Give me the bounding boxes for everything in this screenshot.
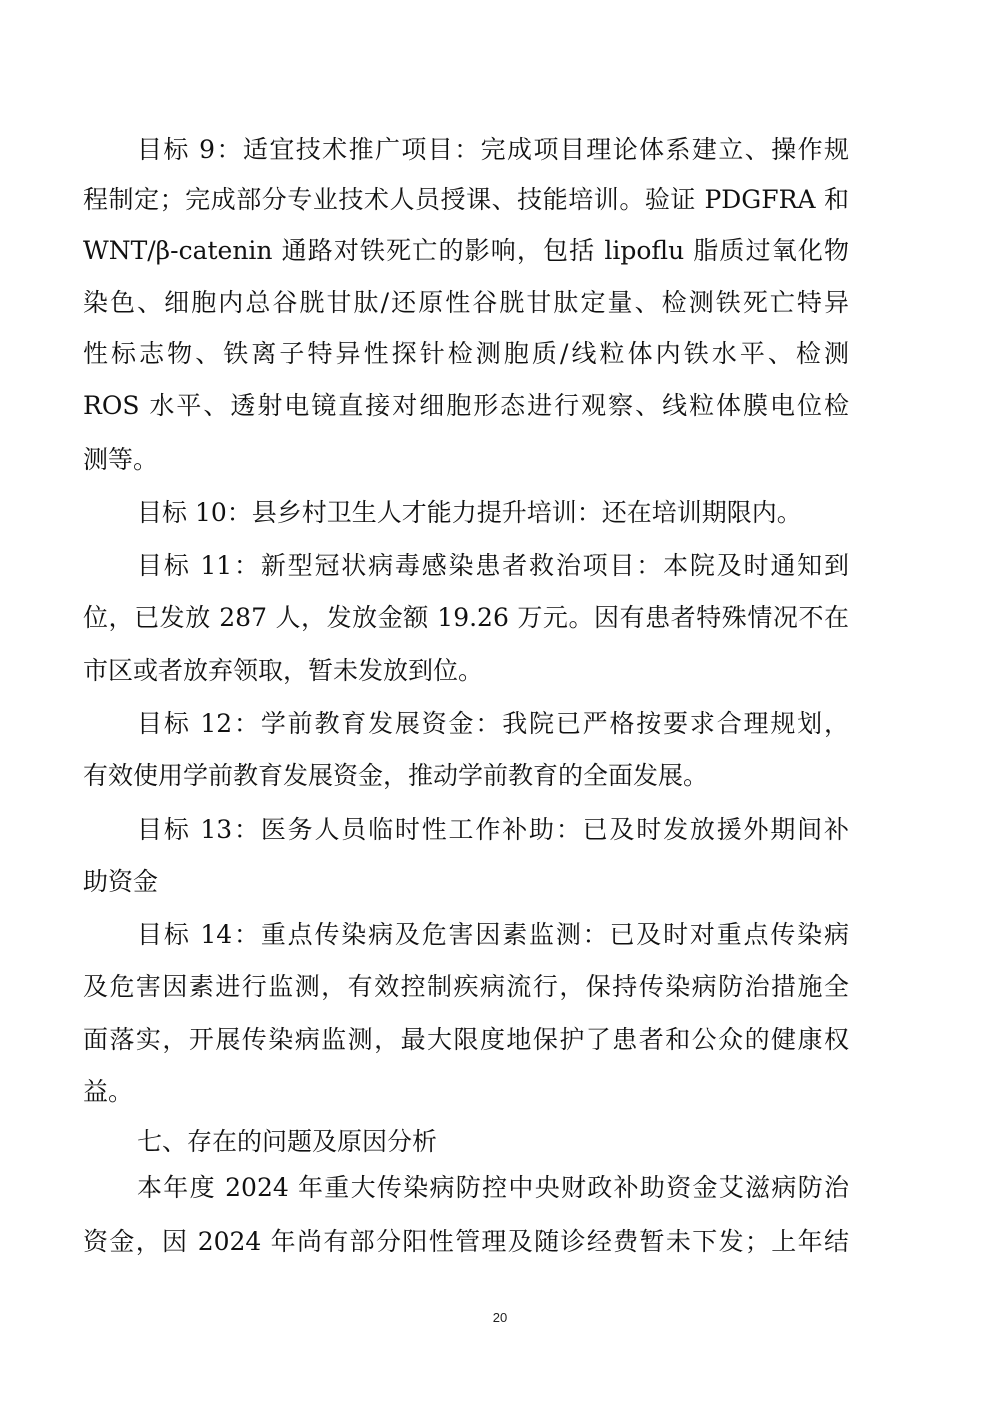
paragraph-line: 测等。 xyxy=(83,445,159,474)
paragraph-line: 程制定；完成部分专业技术人员授课、技能培训。验证 PDGFRA 和 xyxy=(83,185,849,214)
paragraph-line: 目标 11：新型冠状病毒感染患者救治项目：本院及时通知到 xyxy=(137,551,849,580)
paragraph-line: 目标 10：县乡村卫生人才能力提升培训：还在培训期限内。 xyxy=(137,498,802,527)
paragraph-line: 目标 9：适宜技术推广项目：完成项目理论体系建立、操作规 xyxy=(137,135,849,164)
paragraph-line: WNT/β-catenin 通路对铁死亡的影响，包括 lipoflu 脂质过氧化物 xyxy=(83,236,849,265)
paragraph-line: 资金，因 2024 年尚有部分阳性管理及随诊经费暂未下发；上年结 xyxy=(83,1227,849,1256)
paragraph-line: 目标 13：医务人员临时性工作补助：已及时发放援外期间补 xyxy=(137,815,849,844)
paragraph-line: 目标 14：重点传染病及危害因素监测：已及时对重点传染病 xyxy=(137,920,849,949)
paragraph-line: 染色、细胞内总谷胱甘肽/还原性谷胱甘肽定量、检测铁死亡特异 xyxy=(83,288,849,317)
paragraph-line: 本年度 2024 年重大传染病防控中央财政补助资金艾滋病防治 xyxy=(137,1173,849,1202)
paragraph-line: 市区或者放弃领取，暂未发放到位。 xyxy=(83,656,484,685)
page-number: 20 xyxy=(492,1310,508,1325)
paragraph-line: 面落实，开展传染病监测，最大限度地保护了患者和公众的健康权 xyxy=(83,1025,849,1054)
paragraph-line: 益。 xyxy=(83,1077,134,1106)
paragraph-line: 及危害因素进行监测，有效控制疾病流行，保持传染病防治措施全 xyxy=(83,972,849,1001)
paragraph-line: 位，已发放 287 人，发放金额 19.26 万元。因有患者特殊情况不在 xyxy=(83,603,849,632)
paragraph-line: 性标志物、铁离子特异性探针检测胞质/线粒体内铁水平、检测 xyxy=(83,339,849,368)
paragraph-line: 助资金 xyxy=(83,867,159,896)
paragraph-line: ROS 水平、透射电镜直接对细胞形态进行观察、线粒体膜电位检 xyxy=(83,391,849,420)
paragraph-line: 有效使用学前教育发展资金，推动学前教育的全面发展。 xyxy=(83,761,709,790)
paragraph-line: 目标 12：学前教育发展资金：我院已严格按要求合理规划， xyxy=(137,709,849,738)
section-heading: 七、存在的问题及原因分析 xyxy=(137,1127,438,1156)
